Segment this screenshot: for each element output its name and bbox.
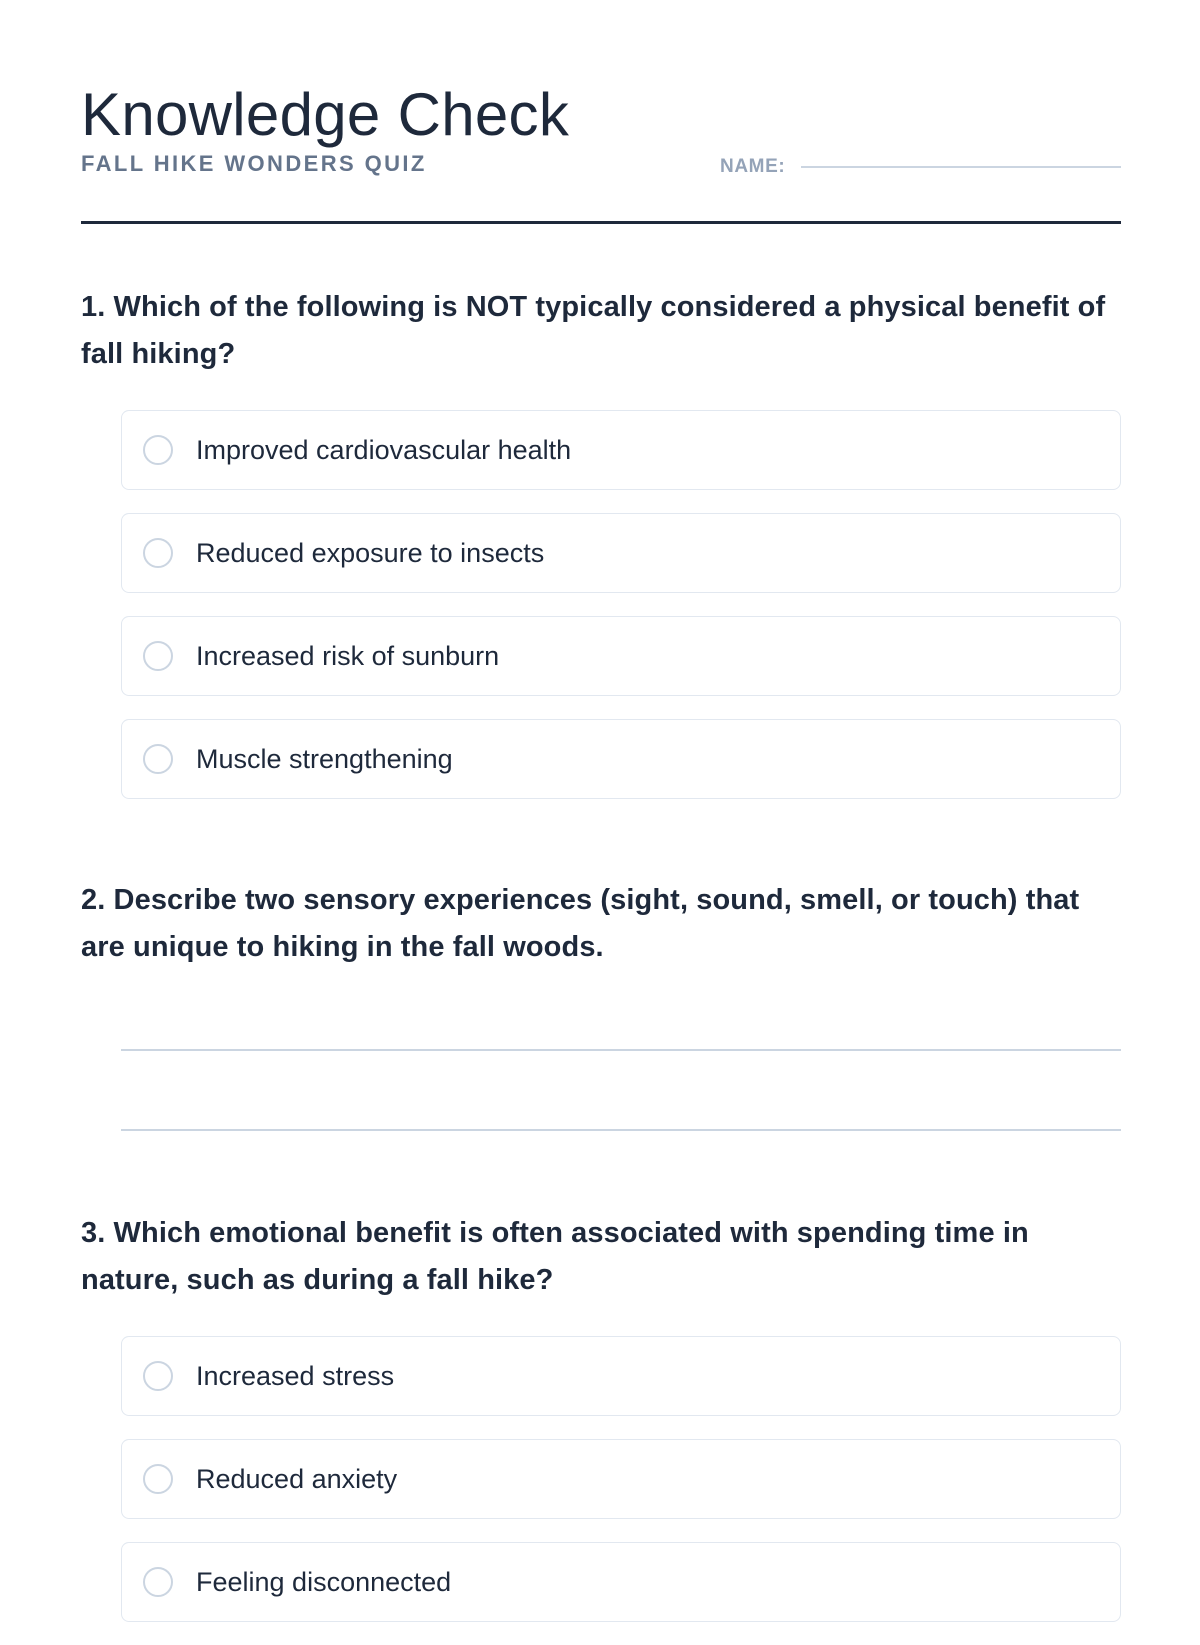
answer-line-1[interactable]: [121, 1049, 1121, 1051]
radio-button[interactable]: [143, 538, 173, 568]
option-label: Reduced anxiety: [196, 1464, 398, 1494]
option-muscle-strengthening[interactable]: [121, 719, 1121, 799]
question-1: [81, 284, 1121, 822]
question-2-text: 2. Describe two sensory experiences (sight, sound, smell, or touch) that are unique to hiking in the fall woods.: [81, 884, 1080, 963]
option-feeling-disconnected[interactable]: [121, 1542, 1121, 1622]
radio-button[interactable]: [143, 1464, 173, 1494]
option-label: Feeling disconnected: [196, 1567, 452, 1597]
option-label: Increased risk of sunburn: [196, 641, 500, 671]
question-3: [81, 1210, 1121, 1645]
page-title: Knowledge Check: [81, 81, 570, 148]
question-2-answer-area: [121, 1049, 1121, 1131]
option-label: Increased stress: [196, 1361, 395, 1391]
option-increased-risk-of-sunburn[interactable]: [121, 616, 1121, 696]
option-increased-stress[interactable]: [121, 1336, 1121, 1416]
question-1-options: [121, 410, 1121, 799]
option-label: Reduced exposure to insects: [196, 538, 545, 568]
question-3-text: 3. Which emotional benefit is often associated with spending time in nature, such as during a fall hike?: [81, 1217, 1029, 1296]
option-reduced-exposure-to-insects[interactable]: [121, 513, 1121, 593]
radio-button[interactable]: [143, 1361, 173, 1391]
option-reduced-anxiety[interactable]: [121, 1439, 1121, 1519]
radio-button[interactable]: [143, 1567, 173, 1597]
option-label: Improved cardiovascular health: [196, 435, 572, 465]
quiz-header: [81, 0, 1121, 224]
quiz-page: [81, 0, 1121, 1597]
question-2: [81, 877, 1121, 1131]
option-improved-cardiovascular-health[interactable]: [121, 410, 1121, 490]
question-1-text: 1. Which of the following is NOT typically considered a physical benefit of fall hiking?: [81, 291, 1106, 370]
radio-button[interactable]: [143, 744, 173, 774]
question-3-options: [121, 1336, 1121, 1622]
radio-button[interactable]: [143, 641, 173, 671]
answer-line-2[interactable]: [121, 1129, 1121, 1131]
quiz-subtitle: FALL HIKE WONDERS QUIZ: [81, 151, 427, 176]
name-field[interactable]: [801, 166, 1121, 168]
option-label: Muscle strengthening: [196, 744, 453, 774]
name-label: NAME:: [720, 156, 786, 177]
radio-button[interactable]: [143, 435, 173, 465]
